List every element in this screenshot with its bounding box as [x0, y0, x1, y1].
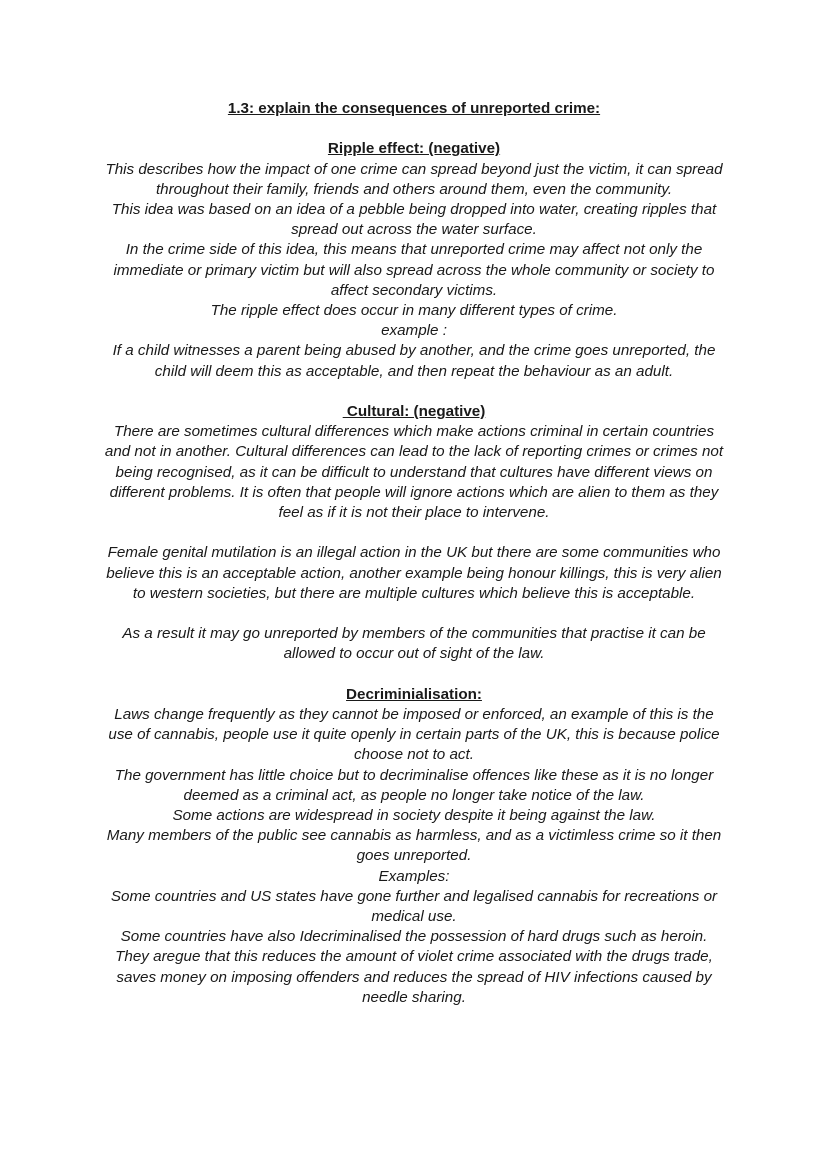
examples-label: Examples:: [378, 867, 450, 885]
paragraph: In the crime side of this idea, this means that unreported crime may affect not only the immediate or primary victim but will also spread across the whole community or society to affect secondary victims.: [113, 241, 715, 299]
paragraph: Some countries have also Idecriminalised the possession of hard drugs such as heroin.: [120, 928, 708, 946]
section-cultural: [100, 402, 728, 665]
paragraph: The ripple effect does occur in many different types of crime.: [210, 302, 618, 320]
paragraph: Some countries and US states have gone further and legalised cannabis for recreations or medical use.: [110, 887, 718, 926]
section-heading: Ripple effect: (negative): [327, 140, 501, 158]
paragraph: As a result it may go unreported by members of the communities that practise it can be allowed to occur out of sight of the law.: [122, 625, 706, 663]
spacer: [100, 523, 728, 543]
document-page: [100, 99, 728, 1008]
section-ripple-effect: [100, 139, 728, 381]
paragraph: If a child witnesses a parent being abused by another, and the crime goes unreported, the child will deem this as acceptable, and then repeat the behaviour as an adult.: [112, 342, 716, 380]
section-heading: Decriminialisation:: [346, 685, 482, 703]
paragraph: Some actions are widespread in society despite it being against the law.: [172, 807, 656, 825]
example-label: example :: [381, 322, 447, 340]
paragraph: They aregue that this reduces the amount of violet crime associated with the drugs trade, saves money on imposing offenders and reduces the spread of HIV infections caused by needle sharing.: [115, 948, 713, 1006]
section-heading: Cultural: (negative): [342, 403, 486, 421]
spacer: [100, 604, 728, 624]
paragraph: The government has little choice but to decriminalise offences like these as it is no longer deemed as a criminal act, as people no longer take notice of the law.: [114, 766, 714, 804]
paragraph: There are sometimes cultural differences which make actions criminal in certain countries and not in another. Cultural differences can lead to the lack of reporting crimes or crimes not being recognised, as it can be difficult to understand that cultures have different views on different problems. It is often that people will ignore actions which are alien to them as they feel as if it is not their place to intervene.: [104, 423, 724, 522]
spacer: [100, 382, 728, 402]
paragraph: Many members of the public see cannabis as harmless, and as a victimless crime so it then goes unreported.: [106, 827, 722, 865]
paragraph: Female genital mutilation is an illegal action in the UK but there are some communities who believe this is an acceptable action, another example being honour killings, this is very alien to western societies, but there are multiple cultures which believe this is acceptable.: [106, 544, 722, 602]
spacer: [100, 665, 728, 685]
page-title: 1.3: explain the consequences of unreported crime:: [227, 100, 601, 117]
paragraph: Laws change frequently as they cannot be imposed or enforced, an example of this is the use of cannabis, people use it quite openly in certain parts of the UK, this is because police choose not to act.: [108, 706, 720, 764]
paragraph: This idea was based on an idea of a pebble being dropped into water, creating ripples that spread out across the water surface.: [111, 201, 717, 239]
paragraph: This describes how the impact of one crime can spread beyond just the victim, it can spread throughout their family, friends and others around them, even the community.: [105, 160, 723, 198]
section-decriminalisation: [100, 685, 728, 1008]
